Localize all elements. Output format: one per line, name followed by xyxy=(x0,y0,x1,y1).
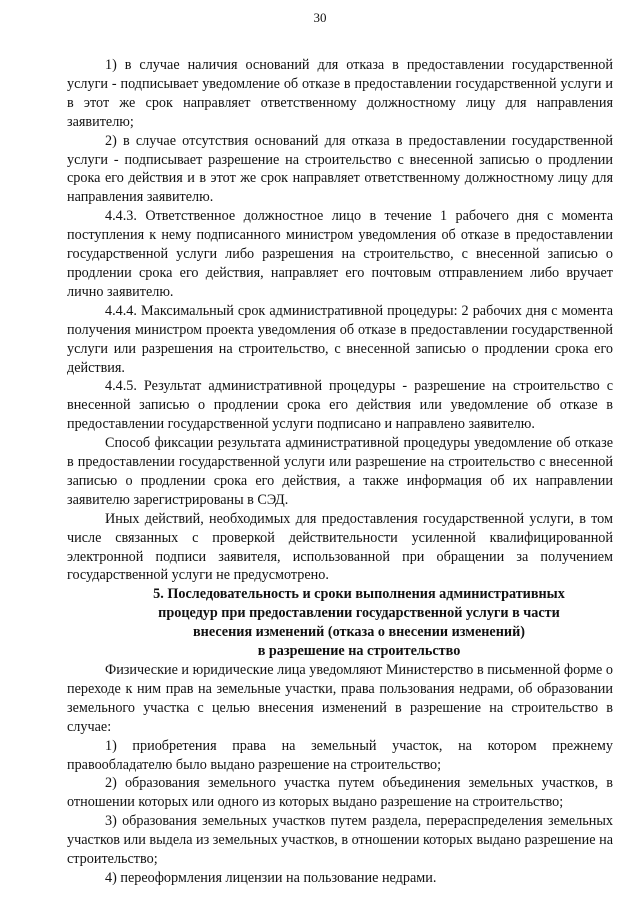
paragraph: Иных действий, необходимых для предоставления государственной услуги, в том числе связанных с проверкой действительности усиленной квалифицированной электронной подписи заявителя, использованной при обращении за получением государственной услуги не предусмотрено. xyxy=(67,510,613,584)
section-heading-line: процедур при предоставлении государственной услуги в части xyxy=(158,605,560,622)
section-heading-line: в разрешение на строительство xyxy=(257,643,461,660)
section-heading xyxy=(67,585,613,661)
section-heading-line: внесения изменений (отказа о внесении изменений) xyxy=(193,624,525,641)
paragraph: 1) в случае наличия оснований для отказа в предоставлении государственной услуги - подписывает уведомление об отказе в предоставлении государственной услуги и в этот же срок направляет ответственному должностному лицу для направления заявителю; xyxy=(67,57,613,130)
paragraph: 4.4.5. Результат административной процедуры - разрешение на строительство с внесенной записью о продлении срока его действия или уведомление об отказе в предоставлении государственной услуги подписано и направлено заявителю. xyxy=(67,378,613,433)
page-number: 30 xyxy=(313,10,327,25)
paragraph: Физические и юридические лица уведомляют Министерство в письменной форме о переходе к ним прав на земельные участки, права пользования недрами, об образовании земельного участка с целью внесения изменений в разрешение на строительство в случае: xyxy=(67,662,613,735)
list-item: 3) образования земельных участков путем раздела, перераспределения земельных участков или выдела из земельных участков, в отношении которых выдано разрешение на строительство; xyxy=(67,813,613,868)
list-item: 1) приобретения права на земельный участок, на котором прежнему правообладателю было выдано разрешение на строительство; xyxy=(67,737,613,773)
document-body xyxy=(67,56,613,888)
list-item: 4) переоформления лицензии на пользование недрами. xyxy=(105,869,437,886)
paragraph: 2) в случае отсутствия оснований для отказа в предоставлении государственной услуги - подписывает разрешение на строительство с внесенной записью о продлении срока его действия и в этот же срок направляет ответственному должностному лицу для направления заявителю. xyxy=(67,132,613,206)
list-item: 2) образования земельного участка путем объединения земельных участков, в отношении которых или одного из которых выдано разрешение на строительство; xyxy=(67,775,613,811)
paragraph: 4.4.3. Ответственное должностное лицо в течение 1 рабочего дня с момента поступления к нему подписанного министром уведомления об отказе в предоставлении государственной услуги либо разрешения на строительство, с внесенной записью о продлении срока его действия, направляет его почтовым отправлением либо вручает лично заявителю. xyxy=(67,208,613,300)
section-heading-line: 5. Последовательность и сроки выполнения административных xyxy=(153,586,565,603)
paragraph: Способ фиксации результата административной процедуры уведомление об отказе в предоставлении государственной услуги или разрешение на строительство с внесенной записью о продлении срока его действия, а также информация об их направлении заявителю зарегистрированы в СЭД. xyxy=(67,435,613,508)
paragraph: 4.4.4. Максимальный срок административной процедуры: 2 рабочих дня с момента получения министром проекта уведомления об отказе в предоставлении государственной услуги или разрешения на строительство, с внесенной записью о продлении срока его действия. xyxy=(67,302,613,376)
